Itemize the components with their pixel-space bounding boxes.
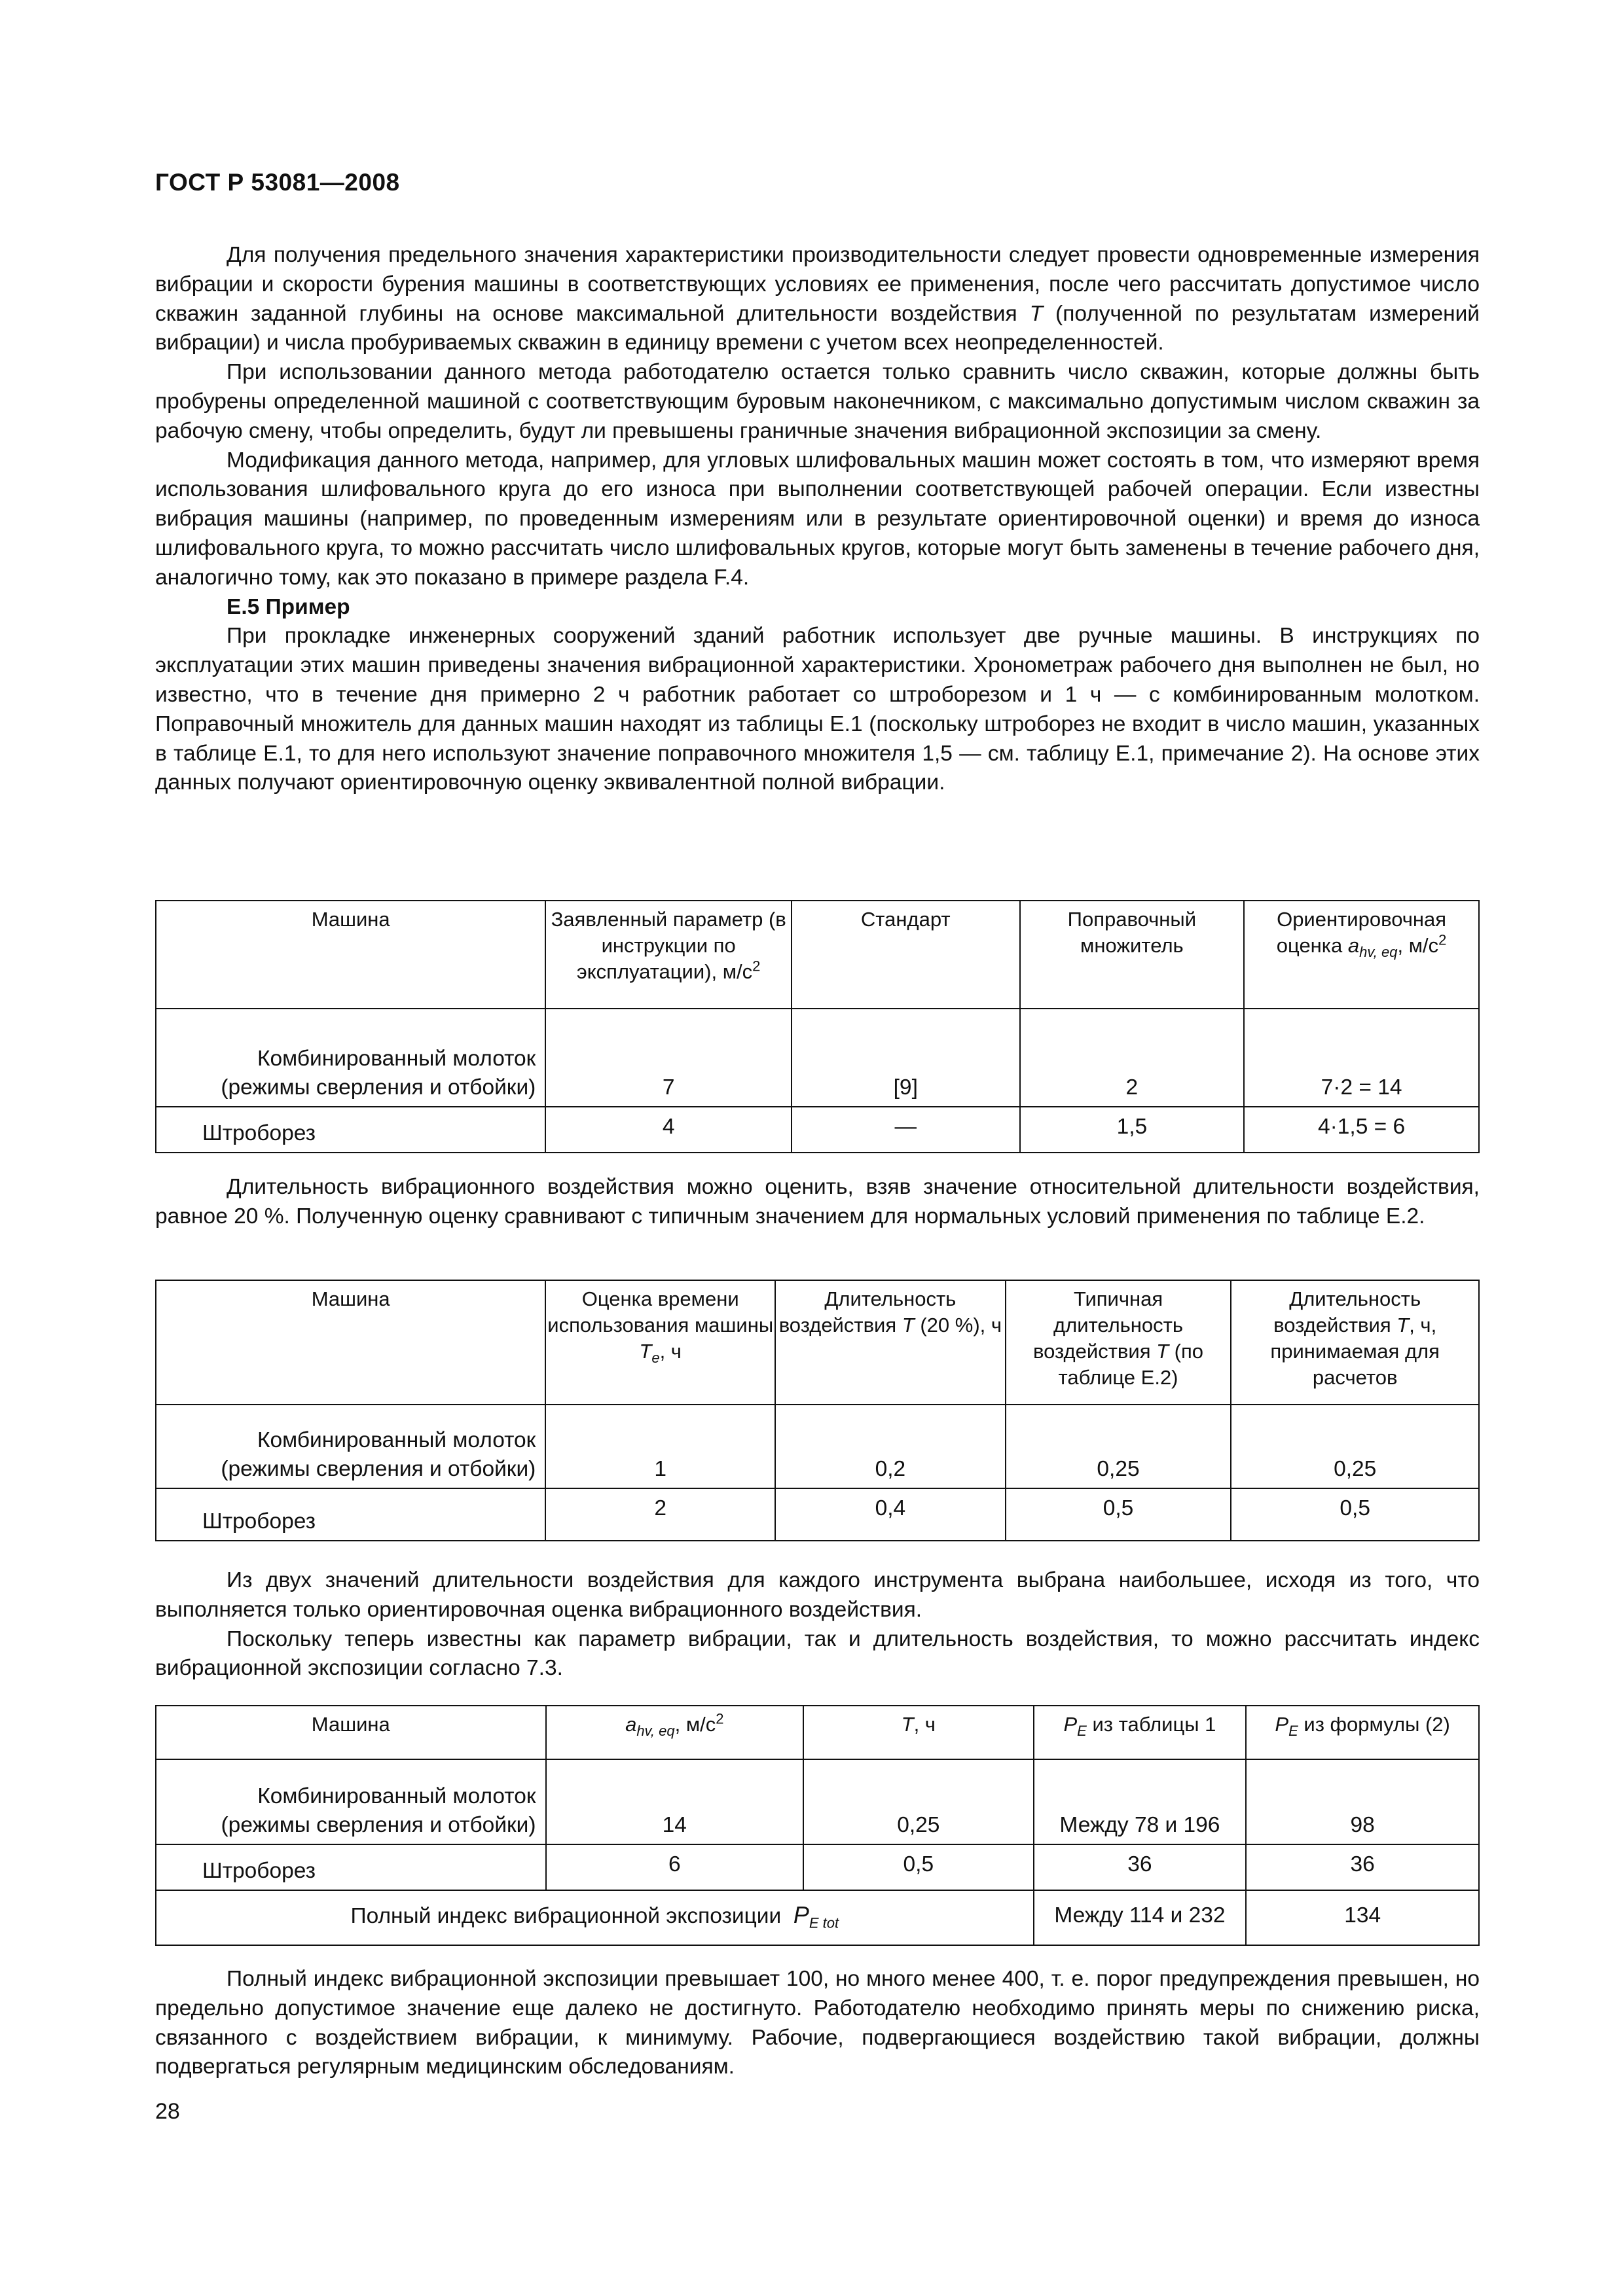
cell-factor: 1,5 [1020, 1107, 1245, 1153]
cell-machine: Комбинированный молоток (режимы сверления и отбойки) [156, 1759, 546, 1844]
cell-machine: Комбинированный молоток (режимы сверления и отбойки) [156, 1405, 545, 1488]
col-typical: Типичная длительность воздействия T (по таблице Е.2) [1006, 1280, 1231, 1405]
cell-total-pe-table: Между 114 и 232 [1034, 1890, 1247, 1945]
after-table2-text [155, 1566, 1480, 1683]
cell-machine: Штроборез [156, 1844, 546, 1890]
cell-t: 0,25 [803, 1759, 1034, 1844]
intro-text [155, 241, 1480, 798]
table-exposure-index [155, 1705, 1480, 1946]
standard-title: ГОСТ Р 53081—2008 [155, 169, 400, 196]
cell-usage: 1 [545, 1405, 775, 1488]
cell-estimate: 4·1,5 = 6 [1244, 1107, 1479, 1153]
col-estimate: Ориентировочная оценка $a_{hv, eq}$, $м/с^2$ [1244, 901, 1479, 1009]
final-text [155, 1965, 1480, 2082]
paragraph-text: (полученной по результатам измерений вибрации) и числа пробуриваемых скважин в единицу времени с учетом всех неопределенностей. [155, 301, 1480, 355]
cell-accepted: 0,5 [1231, 1488, 1479, 1541]
table-estimate [155, 900, 1480, 1153]
cell-typical: 0,5 [1006, 1488, 1231, 1541]
cell-duration: 0,2 [775, 1405, 1006, 1488]
col-pe-table: $P_E$ из таблицы 1 [1034, 1706, 1247, 1759]
cell-accepted: 0,25 [1231, 1405, 1479, 1488]
cell-a: 6 [546, 1844, 803, 1890]
table-row [156, 1488, 1479, 1541]
table-row [156, 1107, 1479, 1153]
cell-machine: Штроборез [156, 1107, 545, 1153]
table-total-row [156, 1890, 1479, 1945]
cell-a: 14 [546, 1759, 803, 1844]
col-pe-formula: $P_E$ из формулы (2) [1246, 1706, 1479, 1759]
cell-estimate: 7·2 = 14 [1244, 1009, 1479, 1107]
cell-total-label: Полный индекс вибрационной экспозиции $P_{E tot}$ [156, 1890, 1034, 1945]
table-row [156, 1759, 1479, 1844]
table-row [156, 1405, 1479, 1488]
paragraph: Поскольку теперь известны как параметр вибрации, так и длительность воздействия, то можно рассчитать индекс вибрационной экспозиции согласно 7.3. [155, 1626, 1480, 1681]
col-factor: Поправочный множитель [1020, 901, 1245, 1009]
paragraph: Длительность вибрационного воздействия можно оценить, взяв значение относительной длительности воздействия, равное 20 %. Полученную оценку сравнивают с типичным значением для нормальных условий применения по таблице Е.2. [155, 1175, 1480, 1229]
col-machine: Машина [156, 901, 545, 1009]
col-machine: Машина [156, 1706, 546, 1759]
mid-text [155, 1173, 1480, 1232]
table-duration [155, 1280, 1480, 1541]
col-t: T, ч [803, 1706, 1034, 1759]
cell-machine: Комбинированный молоток (режимы сверления и отбойки) [156, 1009, 545, 1107]
cell-pe-table: Между 78 и 196 [1034, 1759, 1247, 1844]
col-standard: Стандарт [792, 901, 1020, 1009]
paragraph: При использовании данного метода работодателю остается только сравнить число скважин, которые должны быть пробурены определенной машиной с соответствующим буровым наконечником, с максимально допустимым числом скважин за рабочую смену, чтобы определить, будут ли превышены граничные значения вибрационной экспозиции за смену. [155, 360, 1480, 443]
cell-pe-formula: 36 [1246, 1844, 1479, 1890]
col-accepted: Длительность воздействия T, ч, принимаемая для расчетов [1231, 1280, 1479, 1405]
cell-standard: [9] [792, 1009, 1020, 1107]
cell-pe-formula: 98 [1246, 1759, 1479, 1844]
table-row [156, 1844, 1479, 1890]
col-machine: Машина [156, 1280, 545, 1405]
cell-typical: 0,25 [1006, 1405, 1231, 1488]
table-header-row [156, 1280, 1479, 1405]
col-usage: Оценка времени использования машины $T_e$, ч [545, 1280, 775, 1405]
cell-factor: 2 [1020, 1009, 1245, 1107]
paragraph: Полный индекс вибрационной экспозиции превышает 100, но много менее 400, т. е. порог предупреждения превышен, но предельно допустимое значение еще далеко не достигнуто. Работодателю необходимо принять меры по снижению риска, связанного с воздействием вибрации, к минимуму. Рабочие, подвергающиеся воздействию такой вибрации, должны подвергаться регулярным медицинским обследованиям. [155, 1967, 1480, 2079]
cell-standard: — [792, 1107, 1020, 1153]
cell-machine: Штроборез [156, 1488, 545, 1541]
col-duration: Длительность воздействия T (20 %), ч [775, 1280, 1006, 1405]
table-row [156, 1009, 1479, 1107]
table-header-row [156, 901, 1479, 1009]
col-a: $a_{hv, eq}$, $м/с^2$ [546, 1706, 803, 1759]
table-header-row [156, 1706, 1479, 1759]
cell-usage: 2 [545, 1488, 775, 1541]
cell-pe-table: 36 [1034, 1844, 1247, 1890]
cell-t: 0,5 [803, 1844, 1034, 1890]
paragraph [155, 241, 1480, 358]
cell-declared: 4 [545, 1107, 792, 1153]
page-number: 28 [155, 2099, 180, 2124]
cell-declared: 7 [545, 1009, 792, 1107]
variable: T [1029, 301, 1044, 326]
cell-total-pe-formula: 134 [1246, 1890, 1479, 1945]
paragraph: При прокладке инженерных сооружений зданий работник использует две ручные машины. В инструкциях по эксплуатации этих машин приведены значения вибрационной характеристики. Хронометраж рабочего дня выполнен не был, но известно, что в течение дня примерно 2 ч работник работает со штроборезом и 1 ч — с комбинированным молотком. Поправочный множитель для данных машин находят из таблицы Е.1 (поскольку штроборез не входит в число машин, указанных в таблице Е.1, то для него используют значение поправочного множителя 1,5 — см. таблицу Е.1, примечание 2). На основе этих данных получают ориентировочную оценку эквивалентной полной вибрации. [155, 624, 1480, 795]
col-declared: Заявленный параметр (в инструкции по эксплуатации), $м/с^2$ [545, 901, 792, 1009]
paragraph-text: Для получения предельного значения характеристики производительности следует провести одновременные измерения вибрации и скорости бурения машины в соответствующих условиях ее применения, после чего рассчитать допустимое число скважин заданной глубины на основе максимальной длительности воздействия [155, 243, 1480, 326]
paragraph: Модификация данного метода, например, для угловых шлифовальных машин может состоять в том, что измеряют время использования шлифовального круга до его износа при выполнении соответствующей рабочей операции. Если известны вибрация машины (например, по проведенным измерениям или в результате ориентировочной оценки) и время до износа шлифовального круга, то можно рассчитать число шлифовальных кругов, которые могут быть заменены в течение рабочего дня, аналогично тому, как это показано в примере раздела F.4. [155, 448, 1480, 590]
cell-duration: 0,4 [775, 1488, 1006, 1541]
paragraph: Из двух значений длительности воздействия для каждого инструмента выбрана наибольшее, исходя из того, что выполняется только ориентировочная оценка вибрационного воздействия. [155, 1568, 1480, 1622]
section-heading: Е.5 Пример [227, 594, 350, 619]
